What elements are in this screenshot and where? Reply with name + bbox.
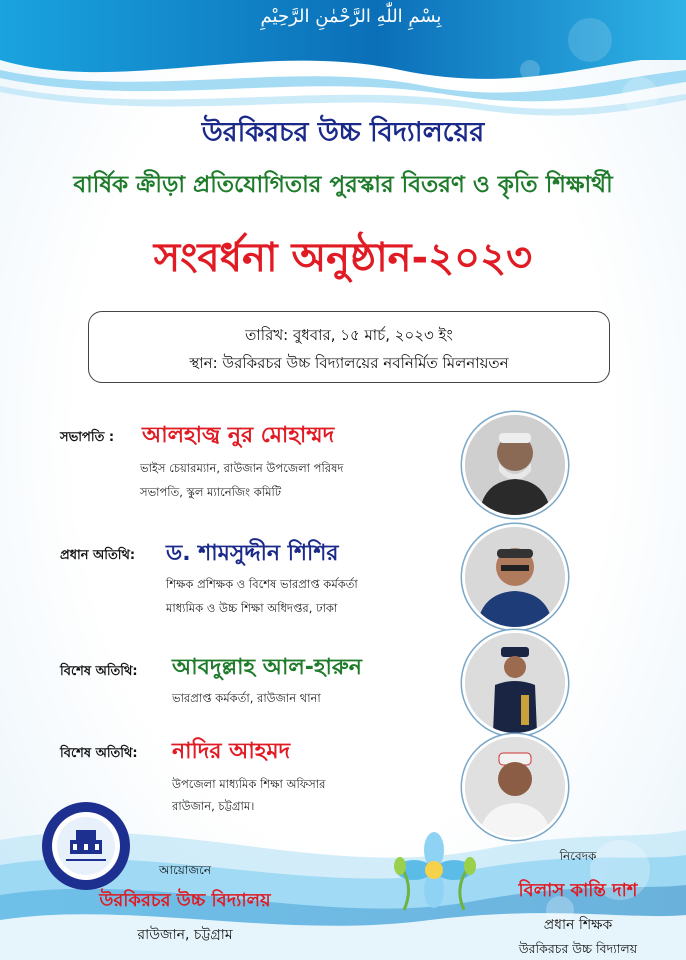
guest-name: আবদুল্লাহ আল-হারুন — [172, 655, 362, 680]
info-box — [88, 311, 610, 383]
organizer-heading: আয়োজনে — [158, 863, 212, 877]
bismillah-calligraphy: بِسْمِ اللّٰهِ الرَّحْمٰنِ الرَّحِيْمِ — [260, 6, 442, 27]
title-main: সংবর্ধনা অনুষ্ঠান-২০২৩ — [153, 235, 533, 281]
guest-photo — [462, 524, 568, 630]
guest-desc-1: ভাইস চেয়ারম্যান, রাউজান উপজেলা পরিষদ — [140, 461, 344, 475]
title-event: বার্ষিক ক্রীড়া প্রতিযোগিতার পুরস্কার বিতরণ ও কৃতি শিক্ষার্থী — [73, 172, 613, 198]
event-venue: স্থান: উরকিরচর উচ্চ বিদ্যালয়ের নবনির্মিত মিলনায়তন — [189, 354, 509, 372]
title-school: উরকিরচর উচ্চ বিদ্যালয়ের — [201, 117, 485, 148]
submitter-school: উরকিরচর উচ্চ বিদ্যালয় — [518, 941, 638, 956]
guest-photo — [462, 412, 568, 518]
event-date: তারিখ: বুধবার, ১৫ মার্চ, ২০২৩ ইং — [245, 326, 453, 344]
guest-desc-2: সভাপতি, স্কুল ম্যানেজিং কমিটি — [140, 485, 282, 499]
guest-desc-1: ভারপ্রাপ্ত কর্মকর্তা, রাউজান থানা — [172, 691, 321, 705]
organizer-place: রাউজান, চট্টগ্রাম — [137, 927, 233, 943]
guest-desc-1: শিক্ষক প্রশিক্ষক ও বিশেষ ভারপ্রাপ্ত কর্মকর্তা — [166, 577, 358, 591]
guest-role: প্রধান অতিথি: — [60, 548, 136, 563]
guest-role: সভাপতি : — [60, 430, 115, 445]
organizer-name: উরকিরচর উচ্চ বিদ্যালয় — [99, 890, 271, 911]
flower-decoration — [384, 818, 484, 918]
guest-photo — [462, 630, 568, 736]
guest-desc-1: উপজেলা মাধ্যমিক শিক্ষা অফিসার — [172, 777, 326, 791]
organizer-block — [80, 862, 290, 947]
guest-desc-2: মাধ্যমিক ও উচ্চ শিক্ষা অধিদপ্তর, ঢাকা — [166, 601, 338, 615]
guest-role: বিশেষ অতিথি: — [60, 664, 138, 679]
submitter-heading: নিবেদক — [559, 849, 597, 863]
submitter-block — [488, 848, 668, 960]
guest-name: নাদির আহমদ — [172, 739, 291, 764]
submitter-name: বিলাস কান্তি দাশ — [518, 880, 638, 901]
guest-name: ড. শামসুদ্দীন শিশির — [166, 541, 339, 566]
submitter-title: প্রধান শিক্ষক — [543, 917, 613, 933]
guest-desc-2: রাউজান, চট্টগ্রাম। — [172, 799, 255, 813]
guest-name: আলহাজ্ব নুর মোহাম্মদ — [142, 423, 335, 448]
guest-role: বিশেষ অতিথি: — [60, 746, 138, 761]
